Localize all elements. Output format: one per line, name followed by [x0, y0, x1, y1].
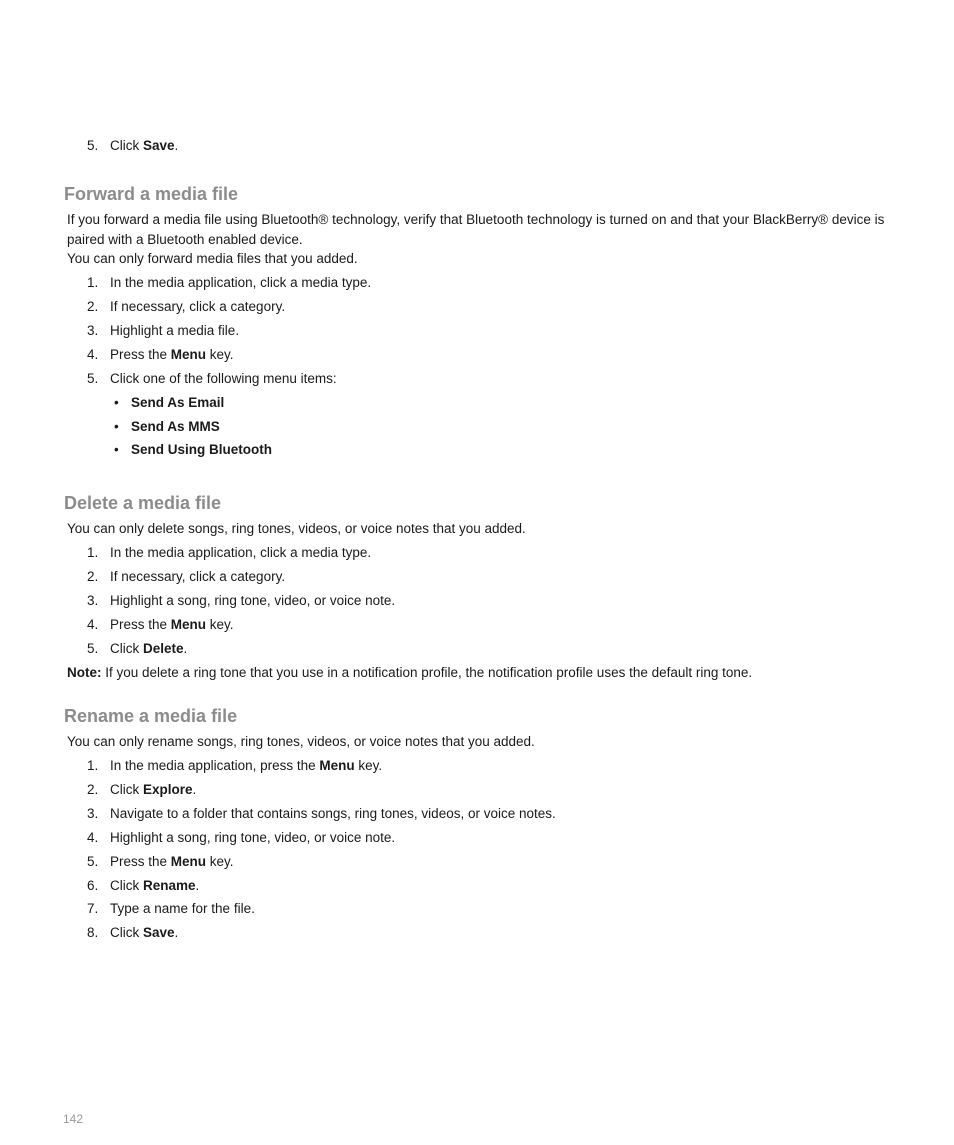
step-text-pre: Click	[110, 781, 143, 797]
step-text	[110, 541, 371, 565]
step-text-pre: Type a name for the file.	[110, 901, 255, 917]
step-text	[110, 319, 239, 343]
step-text-bold: Explore	[143, 781, 193, 797]
step-text	[110, 637, 187, 661]
step-text-pre: In the media application, click a media type.	[110, 545, 372, 560]
step-number: 1.	[87, 758, 99, 773]
step-number: 5.	[87, 138, 99, 153]
step-text-post: .	[174, 138, 179, 153]
step-number: 3.	[87, 593, 99, 608]
step-number: 2.	[87, 781, 99, 797]
step-text-post: .	[174, 925, 179, 941]
delete-intro: You can only delete songs, ring tones, videos, or voice notes that you added.	[67, 521, 526, 536]
step-text	[110, 134, 178, 158]
step-number: 6.	[87, 877, 99, 893]
step-number: 7.	[87, 901, 99, 917]
step-text-pre: In the media application, press the	[110, 758, 320, 773]
step-text-bold: Save	[143, 138, 175, 153]
step-text-pre: Navigate to a folder that contains songs, ring tones, videos, or voice notes.	[110, 805, 556, 821]
step-text-pre: Press the	[110, 347, 171, 362]
step-text-post: key.	[206, 853, 234, 869]
step-text-post: .	[183, 641, 188, 656]
step-text-bold: Rename	[143, 877, 196, 893]
forward-section-title: Forward a media file	[64, 184, 239, 204]
step-text-bold: Menu	[170, 853, 207, 869]
step-number: 1.	[87, 545, 99, 560]
step-number: 2.	[87, 299, 99, 314]
step-number: 5.	[87, 641, 99, 656]
step-text-bold: Menu	[170, 347, 207, 362]
step-number: 3.	[87, 323, 99, 338]
step-text	[110, 826, 395, 850]
step-text	[110, 897, 255, 921]
delete-section-title: Delete a media file	[64, 493, 222, 513]
step-text-post: key.	[354, 758, 383, 773]
step-text-post: key.	[206, 347, 234, 362]
step-text-pre: Highlight a song, ring tone, video, or voice note.	[110, 593, 396, 608]
menu-item-label: Send Using Bluetooth	[131, 442, 272, 457]
step-text-pre: Click	[110, 877, 143, 893]
step-text	[110, 271, 371, 295]
step-text-pre: Press the	[110, 853, 171, 869]
step-text	[110, 589, 395, 613]
step-text	[110, 754, 382, 778]
step-number: 1.	[87, 275, 99, 290]
step-text	[110, 850, 234, 874]
menu-item-label: Send As MMS	[131, 418, 220, 434]
step-text-bold: Save	[143, 925, 175, 941]
step-text-bold: Menu	[319, 758, 355, 773]
bullet-dot: •	[114, 442, 119, 457]
note-label: Note:	[67, 665, 102, 680]
step-text-post: key.	[206, 617, 234, 632]
step-text	[110, 802, 556, 826]
step-text-pre: Highlight a media file.	[110, 323, 240, 338]
step-text	[110, 295, 285, 319]
note-text: If you delete a ring tone that you use in a notification profile, the notification profile uses the default ring tone.	[101, 665, 753, 680]
step-text	[110, 367, 337, 391]
step-text	[110, 613, 234, 637]
step-text	[110, 921, 178, 945]
step-text	[110, 343, 234, 367]
step-text	[110, 565, 285, 589]
step-number: 5.	[87, 371, 99, 386]
step-text	[110, 778, 196, 802]
delete-note	[67, 663, 927, 683]
step-number: 3.	[87, 805, 99, 821]
step-number: 4.	[87, 347, 99, 362]
step-number: 2.	[87, 569, 99, 584]
step-number: 5.	[87, 853, 99, 869]
step-text	[110, 874, 199, 898]
step-text-pre: Click	[110, 925, 143, 941]
step-text-pre: Click	[110, 641, 143, 656]
bullet-dot: •	[114, 418, 119, 434]
step-number: 8.	[87, 925, 99, 941]
step-text-bold: Delete	[143, 641, 184, 656]
step-text-pre: Click one of the following menu items:	[110, 371, 337, 386]
page-number: 142	[63, 1112, 84, 1126]
menu-item-label: Send As Email	[131, 395, 225, 410]
step-text-bold: Menu	[170, 617, 207, 632]
step-text-pre: If necessary, click a category.	[110, 299, 286, 314]
step-text-post: .	[195, 877, 200, 893]
step-text-pre: Highlight a song, ring tone, video, or voice note.	[110, 829, 396, 845]
step-number: 4.	[87, 617, 99, 632]
step-number: 4.	[87, 829, 99, 845]
forward-intro: If you forward a media file using Bluetooth® technology, verify that Bluetooth technology is turned on and that your BlackBerry® device is paired with a Bluetooth enabled device.	[67, 212, 885, 247]
rename-intro: You can only rename songs, ring tones, videos, or voice notes that you added.	[67, 734, 535, 749]
step-text-pre: Press the	[110, 617, 171, 632]
step-text-post: .	[192, 781, 197, 797]
step-text-pre: If necessary, click a category.	[110, 569, 286, 584]
step-text-pre: In the media application, click a media type.	[110, 275, 372, 290]
rename-section-title: Rename a media file	[64, 706, 238, 726]
bullet-dot: •	[114, 395, 119, 410]
step-text-pre: Click	[110, 138, 143, 153]
forward-intro-2: You can only forward media files that you added.	[67, 251, 358, 266]
